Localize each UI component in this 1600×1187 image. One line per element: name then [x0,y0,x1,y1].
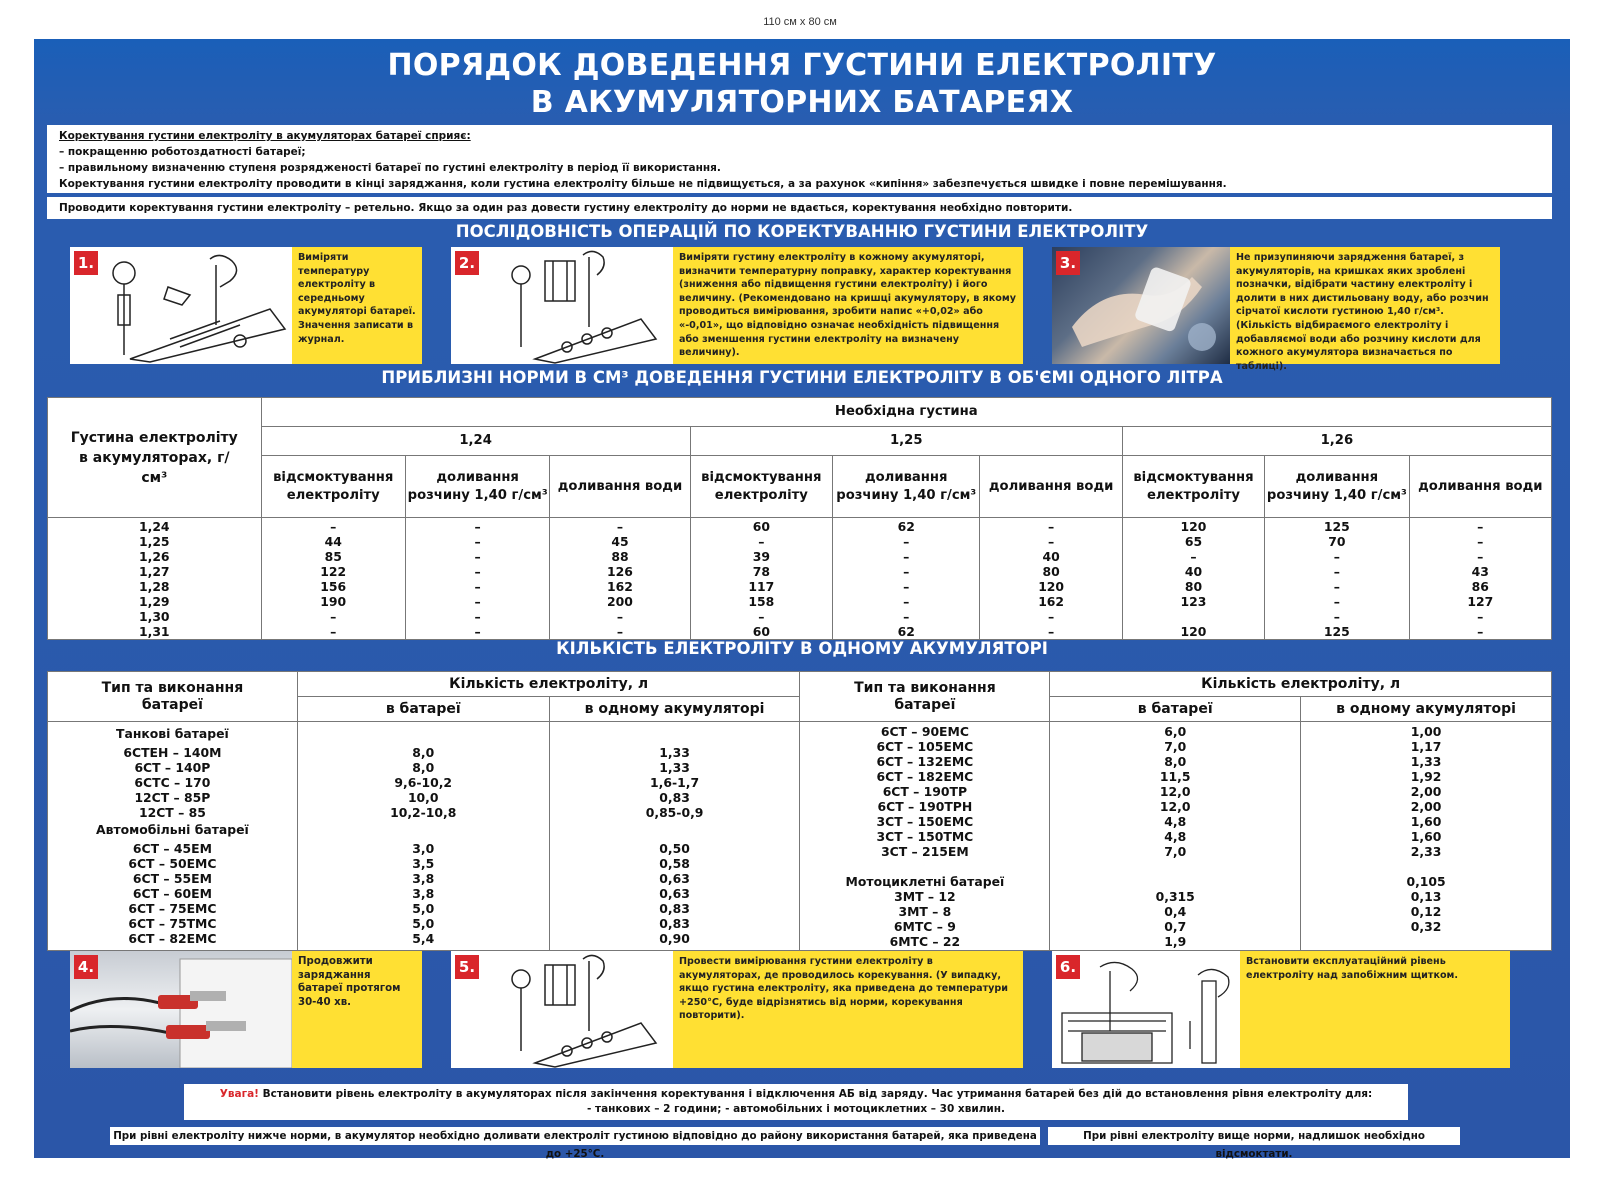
step-2-text: Виміряти густину електроліту в кожному акумуляторі, визначити температурну поправку, характер коректування (зниження або підвищення густини електроліту) і його величину. (Рекомендовано на кришці акумулятору, в якому проводиться вимірювання, зробити напис «+0,02» або «-0,01», що відповідно означає необхідність підвищення або зменшення густини електроліту на визначену величину). [673,247,1023,364]
cell-volume-cell: 2,00 [1410,784,1442,799]
table-value-cell: 86 [1471,579,1489,594]
table-value-cell: – [1477,549,1484,564]
warning-line-2: - танкових – 2 години; - автомобільних і мотоциклетних – 30 хвилин. [586,1103,1005,1115]
step-2-number: 2. [455,251,479,275]
battery-type-cell: 6МТС – 22 [889,934,961,949]
subcol-water: доливання води [980,456,1122,518]
table-value-cell: 125 [1323,519,1350,534]
values-column [550,518,690,640]
subcol-suction: відсмоктування електроліту [690,456,832,518]
warning-line-1: Встановити рівень електроліту в акумуляторах після закінчення коректування і відключення АБ від заряду. Час утримання батарей без дій до встановлення рівня електроліту для: [258,1088,1373,1100]
spacer [1050,859,1300,874]
table-value-cell: 43 [1471,564,1489,579]
battery-type-cell: 6СТ – 55ЕМ [132,871,212,886]
left-types-column [48,722,298,951]
table-value-cell [1123,609,1264,624]
battery-volume-cell: 4,8 [1164,814,1187,829]
table-value-cell: 120 [1180,519,1207,534]
step-3-text: Не призупиняючи зарядження батареї, з акумуляторів, на кришках яких зроблені позначки, відібрати частину електроліту і долити в них дистильовану воду, або розчин сірчатої кислоти густиною 1,40 г/см³. (Кількість відбираємого електроліту і добавляємої води або розчину кислоти для кожного акумулятора визначається по таблиці). [1230,247,1500,364]
cell-volume-cell: 0,63 [659,886,690,901]
table-value-cell: 117 [748,579,775,594]
table-value-cell: – [1048,534,1055,549]
step-4-text: Продовжити заряджання батареї протягом 30-40 хв. [292,951,422,1068]
left-battery-column [297,722,549,951]
intro-heading: Коректування густини електроліту в акумуляторах батареї сприяє: [59,130,471,142]
table-value-cell: 85 [324,549,342,564]
battery-volume-cell: 9,6-10,2 [394,775,453,790]
table-value-cell: 190 [320,594,347,609]
battery-volume-cell: 5,0 [412,901,435,916]
table-value-cell: 156 [320,579,347,594]
poster [34,39,1570,1158]
battery-volume-cell: 0,7 [1164,919,1187,934]
cell-volume-cell: 0,13 [1410,889,1442,904]
step-6-text: Встановити експлуатаційний рівень електроліту над запобіжним щитком. [1240,951,1510,1068]
warning-label: Увага! [219,1088,259,1100]
battery-volume-cell: 8,0 [1164,754,1187,769]
table-value-cell: – [474,579,481,594]
subcol-water: доливання води [550,456,690,518]
battery-type-cell: 3МТ – 8 [898,904,952,919]
density-value-cell: 1,25 [138,534,170,549]
table-value-cell: 127 [1467,594,1494,609]
density-values-column [48,518,262,640]
table-value-cell: 122 [320,564,347,579]
battery-type-cell: 6СТ – 132ЕМС [876,754,974,769]
table-value-cell: – [1333,579,1340,594]
table-value-cell: 158 [748,594,775,609]
footer-low-level-note: При рівні електроліту нижче норми, в акумулятор необхідно доливати електроліт густиною відповідно до району використання батарей, яка приведена до +25°С. [110,1127,1040,1145]
table-value-cell: – [758,534,765,549]
table-value-cell: 88 [611,549,629,564]
table-value-cell: 60 [752,624,770,639]
table-value-cell: – [474,534,481,549]
battery-type-cell: 3СТ – 215ЕМ [881,844,969,859]
table-value-cell: – [616,519,624,534]
step-6-number: 6. [1056,955,1080,979]
charging-photo [70,951,292,1068]
table-value-cell: – [1333,594,1340,609]
battery-volume-cell: 3,0 [412,841,435,856]
battery-type-cell: 6СТ – 60ЕМ [132,886,212,901]
section-norms-title: ПРИБЛИЗНІ НОРМИ В СМ³ ДОВЕДЕННЯ ГУСТИНИ ЕЛЕКТРОЛІТУ В ОБ'ЄМІ ОДНОГО ЛІТРА [381,368,1223,387]
left-cell-column [549,722,800,951]
warning-box [184,1084,1408,1120]
electrolyte-quantity-table [47,671,1552,951]
cell-volume-cell: 0,63 [659,871,690,886]
table-value-cell: – [616,624,624,639]
battery-volume-cell: 10,0 [407,790,439,805]
table-value-cell: 65 [1184,534,1203,549]
battery-volume-cell: 3,8 [412,886,435,901]
repeat-note: Проводити коректування густини електроліту – ретельно. Якщо за один раз довести густину електроліту до норми не вдається, коректування необхідно повторити. [47,197,1552,219]
table-value-cell: – [330,624,337,639]
table-value-cell: – [1048,519,1055,534]
table-value-cell: – [474,519,481,534]
cell-volume-cell: 1,00 [1410,724,1442,739]
table-value-cell: – [474,564,481,579]
table-value-cell: – [330,519,337,534]
group-label-moto: Мотоциклетні батареї [845,874,1005,889]
table-value-cell: – [903,564,910,579]
step-5 [451,951,1023,1068]
battery-type-cell: 3СТ – 150ЕМС [876,814,974,829]
group-label-tank: Танкові батареї [116,726,229,741]
values-column [833,518,980,640]
group-header-126: 1,26 [1122,427,1551,456]
cell-volume-cell: 2,33 [1410,844,1442,859]
density-value-cell: 1,29 [138,594,170,609]
step-1 [70,247,422,364]
table-value-cell: – [1477,534,1484,549]
in-cell-header: в одному акумуляторі [1301,697,1552,722]
battery-volume-cell: 3,8 [412,871,435,886]
cell-volume-cell: 0,32 [1410,919,1442,934]
table-value-cell: – [903,534,910,549]
cell-volume-cell: 0,50 [659,841,690,856]
cell-volume-cell: 1,33 [659,760,690,775]
group-header-124: 1,24 [261,427,690,456]
subcol-solution: доливання розчину 1,40 г/см³ [833,456,980,518]
values-column [1265,518,1409,640]
battery-type-cell: 6СТ – 50ЕМС [128,856,217,871]
battery-type-cell: 6МТС – 9 [893,919,956,934]
in-battery-header: в батареї [297,697,549,722]
type-header-left: Тип та виконання батареї [48,672,298,722]
spacer [800,859,1049,874]
table-value-cell: – [1190,549,1197,564]
density-value-cell: 1,26 [138,549,170,564]
values-column [980,518,1122,640]
table-value-cell: 45 [611,534,629,549]
table-value-cell: 60 [752,519,770,534]
table-value-cell: – [474,549,481,564]
values-column [690,518,832,640]
table-value-cell: – [1048,624,1055,639]
title-line-1: ПОРЯДОК ДОВЕДЕННЯ ГУСТИНИ ЕЛЕКТРОЛІТУ [387,48,1217,83]
step-4 [70,951,422,1068]
qty-header-left: Кількість електроліту, л [297,672,800,697]
group-label-auto: Автомобільні батареї [96,822,249,837]
battery-type-cell: 6СТ – 190ТРН [877,799,973,814]
values-column [1122,518,1264,640]
table-value-cell: 162 [607,579,633,594]
step-1-text: Виміряти температуру електроліту в середньому акумуляторі батареї. Значення записати в журнал. [292,247,422,364]
table-value-cell: – [1333,609,1340,624]
step-5-number: 5. [455,955,479,979]
table-value-cell: – [474,609,481,624]
cell-volume-cell: 1,92 [1410,769,1442,784]
in-cell-header: в одному акумуляторі [549,697,800,722]
table-value-cell: 70 [1328,534,1346,549]
battery-type-cell: 6СТ – 105ЕМС [876,739,974,754]
row-header-density: Густина електроліту в акумуляторах, г/см³ [48,398,262,518]
values-column [1409,518,1551,640]
cell-volume-cell: 0,105 [1406,874,1446,889]
battery-volume-cell: 5,4 [412,931,435,946]
subcol-solution: доливання розчину 1,40 г/см³ [405,456,549,518]
table-value-cell: 162 [1038,594,1065,609]
required-density-header: Необхідна густина [261,398,1551,427]
table-value-cell: – [1333,549,1340,564]
cell-volume-cell: 1,60 [1410,814,1442,829]
battery-type-cell: 6СТС – 170 [134,775,211,790]
battery-type-cell: 6СТ – 75ТМС [128,916,217,931]
values-column [405,518,549,640]
poster-title [34,47,1570,121]
battery-type-cell: 6СТ – 45ЕМ [132,841,212,856]
table-value-cell: 126 [607,564,633,579]
cell-volume-cell: 2,00 [1410,799,1442,814]
footer-high-level-note: При рівні електроліту вище норми, надлишок необхідно відсмоктати. [1048,1127,1460,1145]
cell-volume-cell: 0,85-0,9 [645,805,704,820]
right-battery-column [1050,722,1301,951]
battery-volume-cell: 6,0 [1164,724,1187,739]
intro-item-3: Коректування густини електроліту проводити в кінці заряджання, коли густина електроліту більше не підвищується, а за рахунок «кипіння» забезпечується швидке і повне перемішування. [59,178,1227,190]
table-value-cell: – [758,609,765,624]
table-value-cell: 62 [897,624,915,639]
battery-volume-cell: 3,5 [412,856,435,871]
density-value-cell: 1,30 [138,609,170,624]
table-value-cell: 62 [897,519,915,534]
battery-volume-cell: 1,9 [1164,934,1187,949]
table-value-cell: – [474,624,481,639]
table-value-cell: 120 [1180,624,1207,639]
step-2 [451,247,1023,364]
cell-volume-cell: 0,90 [659,931,690,946]
spacer [1050,874,1300,889]
subcol-suction: відсмоктування електроліту [1122,456,1264,518]
cell-volume-cell: 0,83 [659,790,690,805]
table-value-cell: 44 [324,534,342,549]
thermometer-illustration [70,247,292,364]
battery-type-cell: 12СТ – 85Р [134,790,211,805]
density-value-cell: 1,27 [138,564,170,579]
density-norms-table [47,397,1552,640]
table-value-cell: – [903,549,910,564]
qty-header-right: Кількість електроліту, л [1050,672,1552,697]
battery-type-cell: 3СТ – 150ТМС [876,829,974,844]
section-quantity-title: КІЛЬКІСТЬ ЕЛЕКТРОЛІТУ В ОДНОМУ АКУМУЛЯТОРІ [556,639,1048,658]
battery-type-cell: 6СТ – 90ЕМС [880,724,969,739]
battery-type-cell: 6СТ – 75ЕМС [128,901,217,916]
battery-type-cell: 6СТ – 82ЕМС [128,931,217,946]
table-value-cell: – [1048,609,1055,624]
values-column [261,518,405,640]
table-value-cell: 200 [607,594,633,609]
battery-volume-cell: 0,315 [1155,889,1195,904]
spacer [298,726,549,741]
table-value-cell: – [903,609,910,624]
table-value-cell: 40 [1184,564,1203,579]
subcol-water: доливання води [1409,456,1551,518]
spacer [550,726,800,741]
step-6 [1052,951,1510,1068]
density-value-cell: 1,31 [138,624,170,639]
subcol-solution: доливання розчину 1,40 г/см³ [1265,456,1409,518]
table-value-cell: – [1333,564,1340,579]
battery-volume-cell: 5,0 [412,916,435,931]
battery-volume-cell: 10,2-10,8 [390,805,457,820]
table-value-cell: – [903,594,910,609]
table-value-cell: – [616,609,624,624]
step-4-number: 4. [74,955,98,979]
cell-volume-cell: 0,58 [659,856,690,871]
poster-size-label: 110 см х 80 см [763,16,837,28]
table-value-cell: – [474,594,481,609]
table-value-cell: 80 [1042,564,1060,579]
cell-volume-cell: 1,6-1,7 [650,775,700,790]
cell-volume-cell: 1,60 [1410,829,1442,844]
table-value-cell: 78 [752,564,770,579]
spacer [1301,859,1551,874]
battery-volume-cell: 12,0 [1159,799,1191,814]
spacer [298,822,549,837]
battery-volume-cell: 8,0 [412,760,435,775]
density-value-cell: 1,28 [138,579,170,594]
battery-volume-cell: 8,0 [412,745,435,760]
table-value-cell: 40 [1042,549,1060,564]
table-value-cell: 120 [1038,579,1065,594]
table-value-cell: 125 [1323,624,1350,639]
battery-type-cell: 6СТЕН – 140М [123,745,222,760]
step-3-number: 3. [1056,251,1080,275]
in-battery-header: в батареї [1050,697,1301,722]
battery-volume-cell: 0,4 [1164,904,1187,919]
battery-volume-cell: 7,0 [1164,739,1187,754]
table-value-cell: 80 [1184,579,1203,594]
table-value-cell: 39 [752,549,770,564]
battery-type-cell: 3МТ – 12 [894,889,956,904]
level-check-illustration [1052,951,1240,1068]
table-value-cell: – [1477,519,1484,534]
hydrometer-illustration [451,247,673,364]
cell-volume-cell: 0,12 [1410,904,1442,919]
battery-volume-cell: 12,0 [1159,784,1191,799]
section-operations-title: ПОСЛІДОВНІСТЬ ОПЕРАЦІЙ ПО КОРЕКТУВАННЮ ГУСТИНИ ЕЛЕКТРОЛІТУ [455,222,1149,241]
cell-volume-cell: 1,33 [659,745,690,760]
title-line-2: В АКУМУЛЯТОРНИХ БАТАРЕЯХ [530,85,1074,120]
battery-type-cell: 12СТ – 85 [138,805,206,820]
type-header-right: Тип та виконання батареї [800,672,1050,722]
cell-volume-cell: 1,17 [1410,739,1442,754]
spacer [550,822,800,837]
table-value-cell: – [1477,624,1484,639]
cell-volume-cell: 0,83 [659,901,690,916]
table-value-cell: – [330,609,337,624]
table-value-cell: 123 [1180,594,1207,609]
battery-type-cell: 6СТ – 140Р [134,760,211,775]
battery-type-cell: 6СТ – 190ТР [882,784,968,799]
battery-volume-cell: 11,5 [1159,769,1191,784]
step-5-text: Провести вимірювання густини електроліту в акумуляторах, де проводилось корекування. (У випадку, якщо густина електроліту, яка приведена до температури +250°С, буде відрізнятись від норми, корекування повторити). [673,951,1023,1068]
step-3 [1052,247,1500,372]
battery-type-cell: 6СТ – 182ЕМС [876,769,974,784]
table-value-cell: – [1477,609,1484,624]
right-types-column [800,722,1050,951]
cell-volume-cell: 1,33 [1410,754,1442,769]
battery-volume-cell: 7,0 [1164,844,1187,859]
table-value-cell: – [903,579,910,594]
intro-item-1: – покращенню роботоздатності батареї; [59,146,306,158]
hydrometer-illustration [451,951,673,1068]
intro-block [47,125,1552,193]
intro-item-2: – правильному визначенню ступеня розрядженості батареї по густині електроліту в період її використання. [59,162,721,174]
right-cell-column [1301,722,1552,951]
subcol-suction: відсмоктування електроліту [261,456,405,518]
battery-volume-cell: 4,8 [1164,829,1187,844]
cell-volume-cell: 0,83 [659,916,690,931]
step-1-number: 1. [74,251,98,275]
density-value-cell: 1,24 [138,519,170,534]
group-header-125: 1,25 [690,427,1122,456]
